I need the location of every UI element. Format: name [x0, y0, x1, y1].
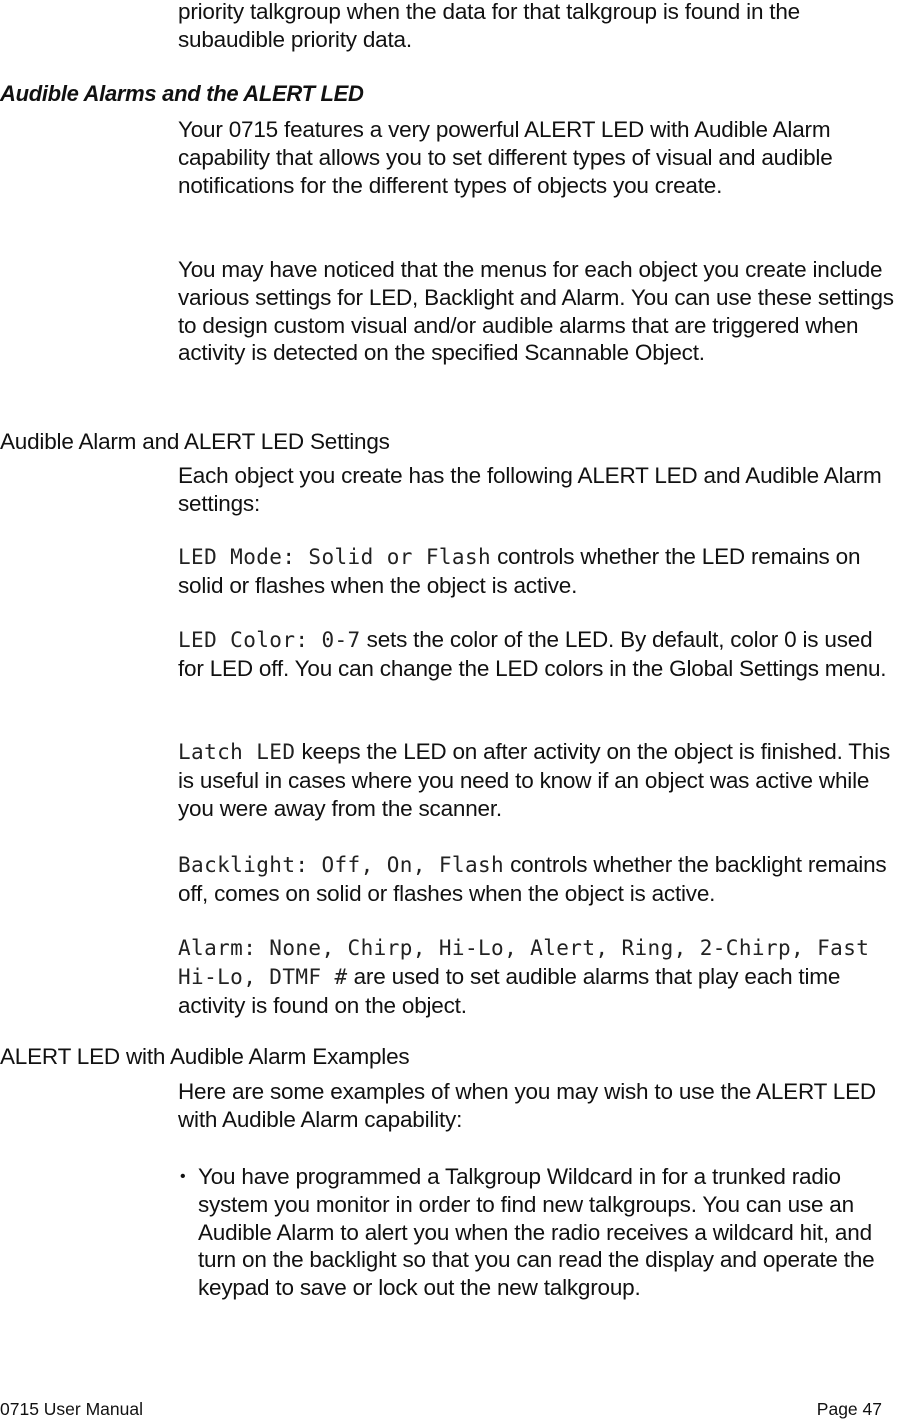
setting-led-color: [178, 626, 898, 683]
continued-paragraph: [178, 0, 898, 54]
examples-subheading: ALERT LED with Audible Alarm Examples: [0, 1044, 410, 1069]
setting-led-mode: [178, 543, 898, 600]
setting-alarm: [178, 934, 898, 1019]
menu-text-led-mode: LED Mode: Solid or Flash: [178, 545, 492, 569]
continued-paragraph-text: priority talkgroup when the data for that talkgroup is found in the subaudible priority data.: [178, 0, 800, 52]
setting-description-led-mode: controls whether the LED remains on solid or flashes when the object is active.: [178, 544, 861, 598]
examples-intro: Here are some examples of when you may wish to use the ALERT LED with Audible Alarm capability:: [178, 1079, 876, 1132]
footer-manual-title: 0715 User Manual: [0, 1399, 143, 1419]
menu-text-latch-led: Latch LED: [178, 740, 296, 764]
example-list: [178, 1163, 898, 1302]
setting-backlight: [178, 851, 898, 908]
setting-description-led-color: sets the color of the LED. By default, color 0 is used for LED off. You can change the LED colors in the Global Settings menu.: [178, 627, 887, 681]
menu-text-alarm: Alarm: None, Chirp, Hi-Lo, Alert, Ring, 2-Chirp, Fast Hi-Lo, DTMF #: [178, 936, 870, 989]
setting-description-latch-led: keeps the LED on after activity on the object is finished. This is useful in cases where you need to know if an object was active while you were away from the scanner.: [178, 739, 891, 821]
section-heading: Audible Alarms and the ALERT LED: [0, 81, 364, 106]
setting-description-alarm: are used to set audible alarms that play each time activity is found on the object.: [178, 963, 841, 1018]
setting-description-backlight: controls whether the backlight remains off, comes on solid or flashes when the object is active.: [178, 852, 887, 906]
intro-paragraph-1: Your 0715 features a very powerful ALERT LED with Audible Alarm capability that allows you to set different types of visual and audible notifications for the different types of objects you create.: [178, 117, 833, 198]
setting-latch-led: [178, 738, 898, 822]
bullet-icon: •: [180, 1168, 186, 1185]
menu-text-backlight: Backlight: Off, On, Flash: [178, 853, 505, 877]
menu-text-led-color: LED Color: 0-7: [178, 628, 361, 652]
settings-subheading: Audible Alarm and ALERT LED Settings: [0, 429, 390, 454]
settings-intro: Each object you create has the following ALERT LED and Audible Alarm settings:: [178, 463, 882, 516]
list-item: [178, 1163, 898, 1302]
intro-paragraph-2: You may have noticed that the menus for each object you create include various settings for LED, Backlight and Alarm. You can use these settings to design custom visual and/or audible alarms that are triggered when activity is detected on the specified Scannable Object.: [178, 257, 894, 366]
example-text: You have programmed a Talkgroup Wildcard in for a trunked radio system you monitor in order to find new talkgroups. You can use an Audible Alarm to alert you when the radio receives a wildcard hit, and turn on the backlight so that you can read the display and operate the keypad to save or lock out the new talkgroup.: [198, 1164, 875, 1301]
footer-page-number: Page 47: [816, 1399, 882, 1419]
